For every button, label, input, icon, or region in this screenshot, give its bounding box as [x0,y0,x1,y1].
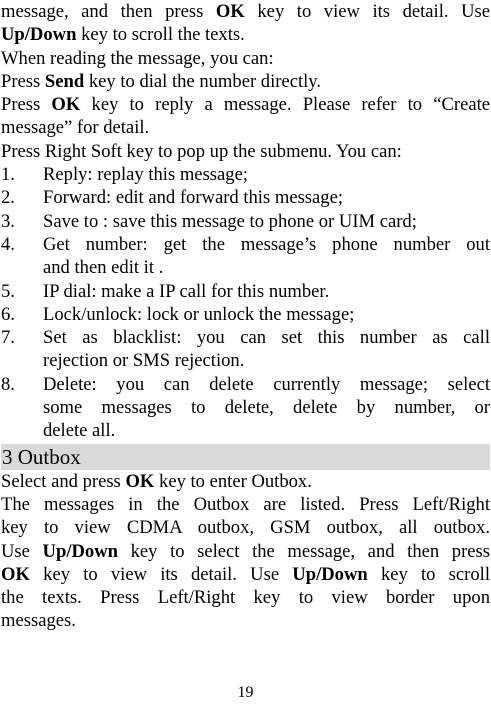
list-number: 7. [1,327,15,349]
list-number: 8. [1,373,15,395]
list-number: 3. [1,210,15,232]
outbox-line-2: The messages in the Outbox are listed. Press Left/Right [1,493,490,515]
list-text [43,233,490,280]
list-number: 4. [1,233,15,255]
list-text: Lock/unlock: lock or unlock the message; [43,303,355,325]
list-text-line: delete all. [43,420,116,442]
list-number: 6. [1,303,15,325]
text: key to enter Outbox. [154,470,312,492]
list-item [1,233,490,280]
text: Press [1,70,45,92]
intro-line-5 [1,93,490,116]
outbox-line-1 [1,470,490,493]
list-text-line: Get number: get the message’s phone number out [43,233,490,255]
list-item [1,326,490,373]
list-number: 5. [1,280,15,302]
up-down-key-label: Up/Down [42,540,118,562]
send-key-label: Send [44,70,85,92]
text: key to select the message, and then press [117,540,490,562]
intro-line-2 [1,23,490,46]
text: key to dial the number directly. [84,70,322,92]
list-text: Reply: replay this message; [43,164,249,186]
text: message, and then press [1,1,216,22]
outbox-line-6: the texts. Press Left/Right key to view border upon [1,587,490,609]
text: key to scroll the texts. [76,24,245,46]
list-text [43,326,490,373]
section-heading: 3 Outbox [1,444,490,470]
list-text-line: Set as blacklist: you can set this number as call [43,327,490,349]
list-item [1,280,490,303]
list-text-line: Delete: you can delete currently message; select [43,373,490,395]
intro-line-1 [1,0,490,23]
up-down-key-label: Up/Down [292,563,368,585]
list-text-line: some messages to delete, delete by number, or [43,397,490,419]
submenu-list [1,163,490,443]
text: key to view its detail. Use [29,563,293,585]
outbox-line-5 [1,563,490,586]
intro-line-3: When reading the message, you can: [1,47,274,69]
list-item [1,303,490,326]
outbox-line-4 [1,540,490,563]
list-item [1,210,490,233]
outbox-line-3: key to view CDMA outbox, GSM outbox, all outbox. [1,517,490,539]
intro-line-4 [1,70,490,93]
ok-key-label: OK [51,94,81,116]
list-text-line: rejection or SMS rejection. [43,350,245,372]
ok-key-label: OK [125,470,155,492]
intro-line-7: Press Right Soft key to pop up the submenu. You can: [1,140,402,162]
outbox-line-7: messages. [1,610,76,632]
list-number: 2. [1,187,15,209]
up-down-key-label: Up/Down [1,24,77,46]
ok-key-label: OK [215,1,245,22]
text: Use [1,540,43,562]
list-item [1,163,490,186]
text: Select and press [1,470,126,492]
list-text: Save to : save this message to phone or UIM card; [43,210,417,232]
list-text [43,373,490,443]
list-text: IP dial: make a IP call for this number. [43,280,330,302]
text: Press [1,94,52,116]
list-item [1,186,490,209]
list-text-line: and then edit it . [43,257,164,279]
text: key to reply a message. Please refer to “Create [80,94,491,116]
list-number: 1. [1,164,15,186]
list-item [1,373,490,443]
intro-line-6: message” for detail. [1,117,150,139]
list-text: Forward: edit and forward this message; [43,187,344,209]
text: key to scroll [367,563,490,585]
text: key to view its detail. Use [244,1,491,22]
ok-key-label: OK [1,563,30,585]
page-number: 19 [237,684,254,701]
